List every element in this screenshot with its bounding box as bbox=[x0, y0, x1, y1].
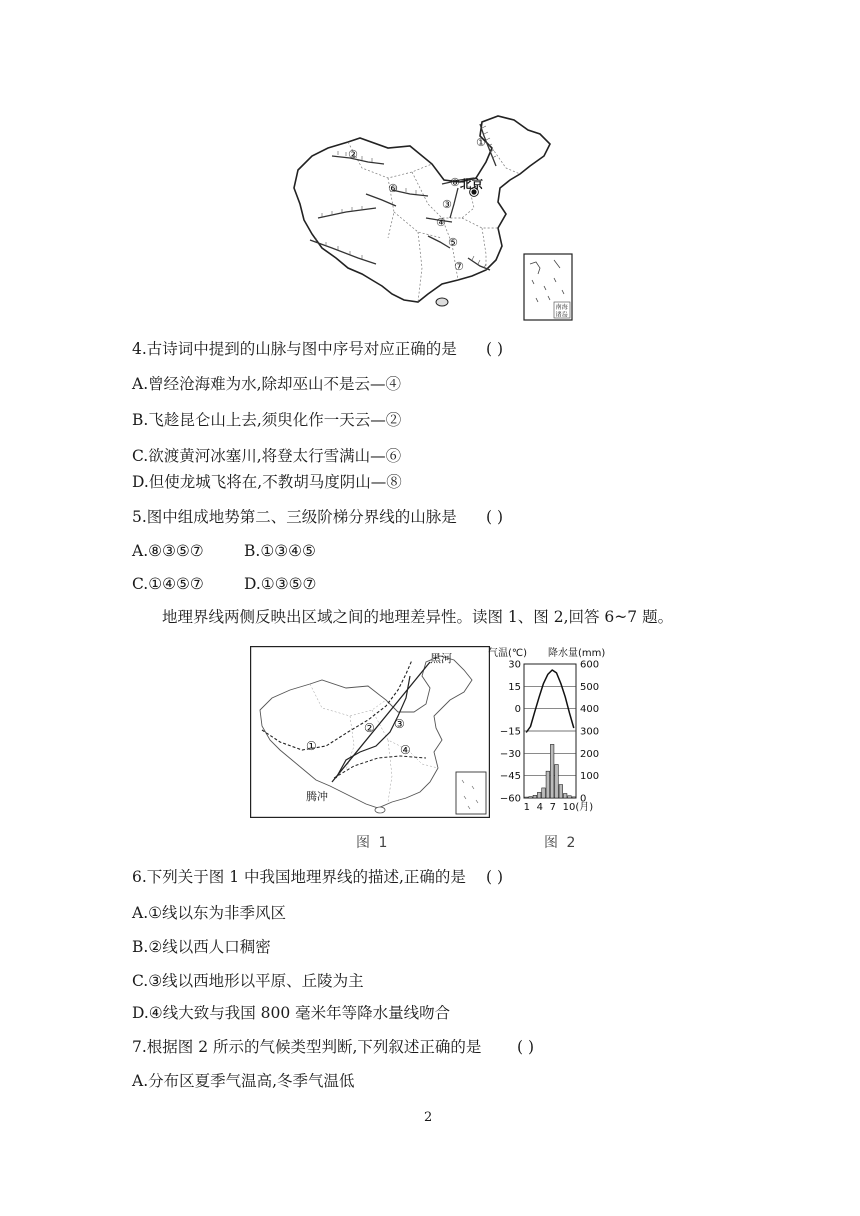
q4-stem: 4.古诗词中提到的山脉与图中序号对应正确的是 bbox=[132, 340, 457, 358]
precip-bar-1 bbox=[524, 797, 528, 798]
temp-tick-label: 15 bbox=[508, 681, 521, 693]
x-tick-label: 1 bbox=[523, 802, 531, 813]
inset-label-2: 诸岛 bbox=[555, 311, 568, 319]
precip-bar-8 bbox=[555, 765, 559, 799]
precip-bar-3 bbox=[533, 795, 537, 798]
precip-axis-title: 降水量(mm) bbox=[548, 648, 606, 659]
china-outline bbox=[294, 116, 550, 302]
q5-option-a: A.⑧③⑤⑦ bbox=[132, 542, 204, 560]
precip-tick-label: 100 bbox=[580, 771, 600, 783]
q4-option-a: A.曾经沧海难为水,除却巫山不是云—④ bbox=[132, 375, 402, 393]
precip-bar-5 bbox=[542, 788, 546, 798]
precip-bar-11 bbox=[568, 796, 572, 798]
q6-stem: 6.下列关于图 1 中我国地理界线的描述,正确的是 bbox=[132, 868, 466, 886]
map-number-3: ③ bbox=[442, 198, 452, 211]
q5-answer-bracket[interactable]: ( ) bbox=[486, 508, 504, 526]
intro-paragraph: 地理界线两侧反映出区域之间的地理差异性。读图 1、图 2,回答 6~7 题。 bbox=[162, 608, 674, 626]
q6-option-d: D.④线大致与我国 800 毫米年等降水量线吻合 bbox=[132, 1004, 451, 1022]
precip-tick-label: 600 bbox=[580, 659, 600, 671]
precip-bar-10 bbox=[563, 794, 567, 798]
climate-plot-area bbox=[500, 660, 599, 814]
precip-bar-4 bbox=[537, 792, 541, 798]
map-number-8: ⑧ bbox=[450, 176, 460, 189]
precip-tick-label: 500 bbox=[580, 681, 600, 693]
page-number: 2 bbox=[424, 1110, 433, 1125]
q5-option-d: D.①③⑤⑦ bbox=[244, 575, 317, 593]
x-tick-label: 7 bbox=[549, 802, 557, 813]
china-mountain-map bbox=[292, 108, 577, 324]
temp-tick-label: 30 bbox=[508, 659, 521, 671]
label-heihe: 黑河 bbox=[430, 652, 452, 665]
q5-option-b: B.①③④⑤ bbox=[244, 542, 316, 560]
temp-tick-label: −45 bbox=[499, 771, 521, 783]
beijing-label: 北京 bbox=[460, 177, 483, 191]
label-tengchong: 腾冲 bbox=[306, 790, 328, 803]
q6-option-b: B.②线以西人口稠密 bbox=[132, 938, 271, 956]
q4-answer-bracket[interactable]: ( ) bbox=[486, 340, 504, 358]
x-tick-label: 10(月) bbox=[562, 802, 594, 813]
precip-tick-label: 300 bbox=[580, 726, 600, 738]
q7-option-a: A.分布区夏季气温高,冬季气温低 bbox=[132, 1072, 355, 1090]
temp-axis-title: 气温(℃) bbox=[488, 648, 528, 659]
x-tick-label: 4 bbox=[536, 802, 544, 813]
precip-bar-9 bbox=[559, 785, 563, 798]
fig1-line-label-1: ① bbox=[306, 739, 317, 753]
precip-tick-label: 200 bbox=[580, 748, 600, 760]
q7-stem: 7.根据图 2 所示的气候类型判断,下列叙述正确的是 bbox=[132, 1038, 482, 1056]
precip-bar-2 bbox=[529, 797, 533, 798]
map-number-4: ④ bbox=[436, 216, 446, 229]
map-number-1: ① bbox=[476, 136, 486, 149]
map-number-5: ⑤ bbox=[448, 236, 458, 249]
precip-tick-label: 0 bbox=[580, 793, 587, 805]
inset-label-1: 南海 bbox=[555, 304, 568, 311]
precip-bar-7 bbox=[550, 744, 554, 798]
figure-2-climate-chart bbox=[488, 644, 614, 824]
precip-bar-12 bbox=[572, 797, 576, 798]
temp-tick-label: 0 bbox=[514, 704, 521, 716]
figure-1-map bbox=[250, 646, 490, 818]
hainan-island bbox=[436, 298, 448, 306]
map-number-6: ⑥ bbox=[388, 182, 398, 195]
temp-tick-label: −15 bbox=[499, 726, 521, 738]
q6-option-a: A.①线以东为非季风区 bbox=[132, 904, 287, 922]
q5-stem: 5.图中组成地势第二、三级阶梯分界线的山脉是 bbox=[132, 508, 457, 526]
fig1-line-label-3: ③ bbox=[394, 717, 405, 731]
figure-1-caption: 图 1 bbox=[356, 835, 390, 851]
precip-bar-6 bbox=[546, 771, 550, 798]
precip-tick-label: 400 bbox=[580, 704, 600, 716]
q6-answer-bracket[interactable]: ( ) bbox=[486, 868, 504, 886]
fig1-line-label-2: ② bbox=[364, 721, 375, 735]
q4-option-b: B.飞趁昆仑山上去,须臾化作一天云—② bbox=[132, 411, 402, 429]
q6-option-c: C.③线以西地形以平原、丘陵为主 bbox=[132, 972, 364, 990]
q4-option-d: D.但使龙城飞将在,不教胡马度阴山—⑧ bbox=[132, 473, 402, 491]
map-number-2: ② bbox=[348, 148, 358, 161]
fig1-south-china-sea-inset bbox=[456, 772, 486, 814]
temp-tick-label: −60 bbox=[499, 793, 521, 805]
q5-option-c: C.①④⑤⑦ bbox=[132, 575, 204, 593]
q4-option-c: C.欲渡黄河冰塞川,将登太行雪满山—⑥ bbox=[132, 447, 402, 465]
fig1-line-label-4: ④ bbox=[400, 743, 411, 757]
map-number-7: ⑦ bbox=[454, 260, 464, 273]
figure-2-caption: 图 2 bbox=[544, 835, 578, 851]
temp-tick-label: −30 bbox=[499, 748, 521, 760]
q7-answer-bracket[interactable]: ( ) bbox=[517, 1038, 535, 1056]
